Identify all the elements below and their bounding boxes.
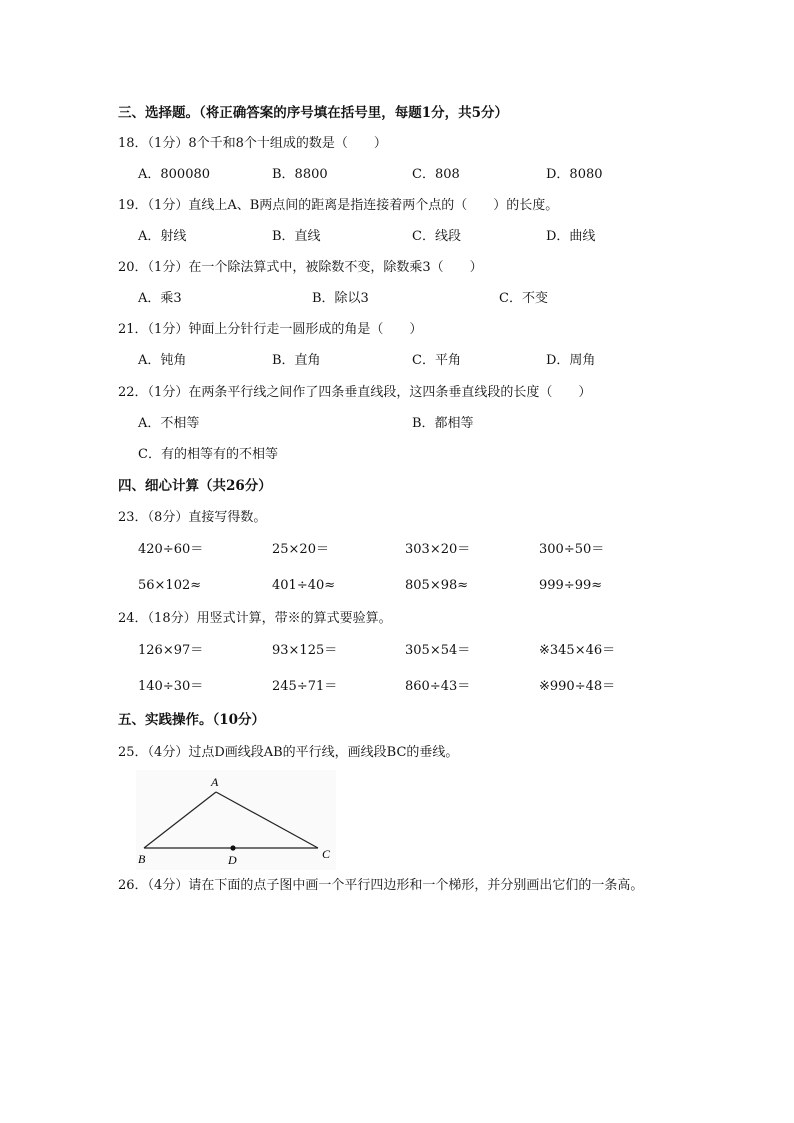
q20-option-b: B．除以3 bbox=[312, 291, 369, 306]
q18-option-c: C．808 bbox=[412, 167, 460, 182]
label-d: D bbox=[228, 853, 237, 867]
q23-item: 303×20＝ bbox=[405, 542, 471, 557]
triangle-figure bbox=[136, 770, 336, 870]
section-heading-choice: 三、选择题。（将正确答案的序号填在括号里，每题1分，共5分） bbox=[118, 105, 509, 121]
q19-option-a: A．射线 bbox=[138, 229, 187, 244]
q24-item: 93×125＝ bbox=[272, 643, 338, 658]
point-d bbox=[230, 845, 235, 850]
q24-item: 126×97＝ bbox=[138, 643, 204, 658]
question-25: 25．（4分）过点D画线段AB的平行线，画线段BC的垂线。 bbox=[118, 745, 459, 760]
question-18: 18．（1分）8个千和8个十组成的数是（ ） bbox=[118, 136, 387, 151]
label-c: C bbox=[322, 847, 331, 861]
q21-option-b: B．直角 bbox=[272, 353, 321, 368]
question-26: 26．（4分）请在下面的点子图中画一个平行四边形和一个梯形，并分别画出它们的一条高。 bbox=[118, 878, 644, 893]
section-heading-calc: 四、细心计算（共26分） bbox=[118, 478, 272, 494]
q22-option-b: B．都相等 bbox=[412, 416, 474, 431]
q22-option-a: A．不相等 bbox=[138, 416, 200, 431]
q23-item: 420÷60＝ bbox=[138, 542, 204, 557]
q24-item: ※990÷48＝ bbox=[539, 679, 616, 694]
question-21: 21．（1分）钟面上分针行走一圆形成的角是（ ） bbox=[118, 322, 423, 337]
q24-item: 860÷43＝ bbox=[405, 679, 471, 694]
q18-option-b: B．8800 bbox=[272, 167, 328, 182]
q18-option-d: D．8080 bbox=[546, 167, 603, 182]
q24-item: 245÷71＝ bbox=[272, 679, 338, 694]
q20-option-c: C．不变 bbox=[499, 291, 548, 306]
label-b: B bbox=[138, 852, 146, 866]
question-22: 22．（1分）在两条平行线之间作了四条垂直线段，这四条垂直线段的长度（ ） bbox=[118, 385, 592, 400]
label-a: A bbox=[211, 775, 219, 789]
q24-item: 305×54＝ bbox=[405, 643, 471, 658]
q21-option-c: C．平角 bbox=[412, 353, 461, 368]
q19-option-d: D．曲线 bbox=[546, 229, 596, 244]
q23-item: 401÷40≈ bbox=[272, 578, 336, 593]
section-heading-practice: 五、实践操作。（10分） bbox=[118, 712, 266, 728]
question-23: 23．（8分）直接写得数。 bbox=[118, 510, 267, 525]
q23-item: 25×20＝ bbox=[272, 542, 329, 557]
q19-option-b: B．直线 bbox=[272, 229, 321, 244]
q24-item: 140÷30＝ bbox=[138, 679, 204, 694]
question-24: 24．（18分）用竖式计算，带※的算式要验算。 bbox=[118, 611, 392, 626]
q20-option-a: A．乘3 bbox=[138, 291, 182, 306]
q21-option-d: D．周角 bbox=[546, 353, 596, 368]
q23-item: 300÷50＝ bbox=[539, 542, 605, 557]
q23-item: 805×98≈ bbox=[405, 578, 469, 593]
question-20: 20．（1分）在一个除法算式中，被除数不变，除数乘3（ ） bbox=[118, 260, 483, 275]
q18-option-a: A．800080 bbox=[138, 167, 211, 182]
q22-option-c: C．有的相等有的不相等 bbox=[138, 447, 278, 462]
q23-item: 999÷99≈ bbox=[539, 578, 603, 593]
q24-item: ※345×46＝ bbox=[539, 643, 616, 658]
q21-option-a: A．钝角 bbox=[138, 353, 187, 368]
q23-item: 56×102≈ bbox=[138, 578, 202, 593]
question-19: 19．（1分）直线上A、B两点间的距离是指连接着两个点的（ ）的长度。 bbox=[118, 198, 559, 213]
q19-option-c: C．线段 bbox=[412, 229, 461, 244]
